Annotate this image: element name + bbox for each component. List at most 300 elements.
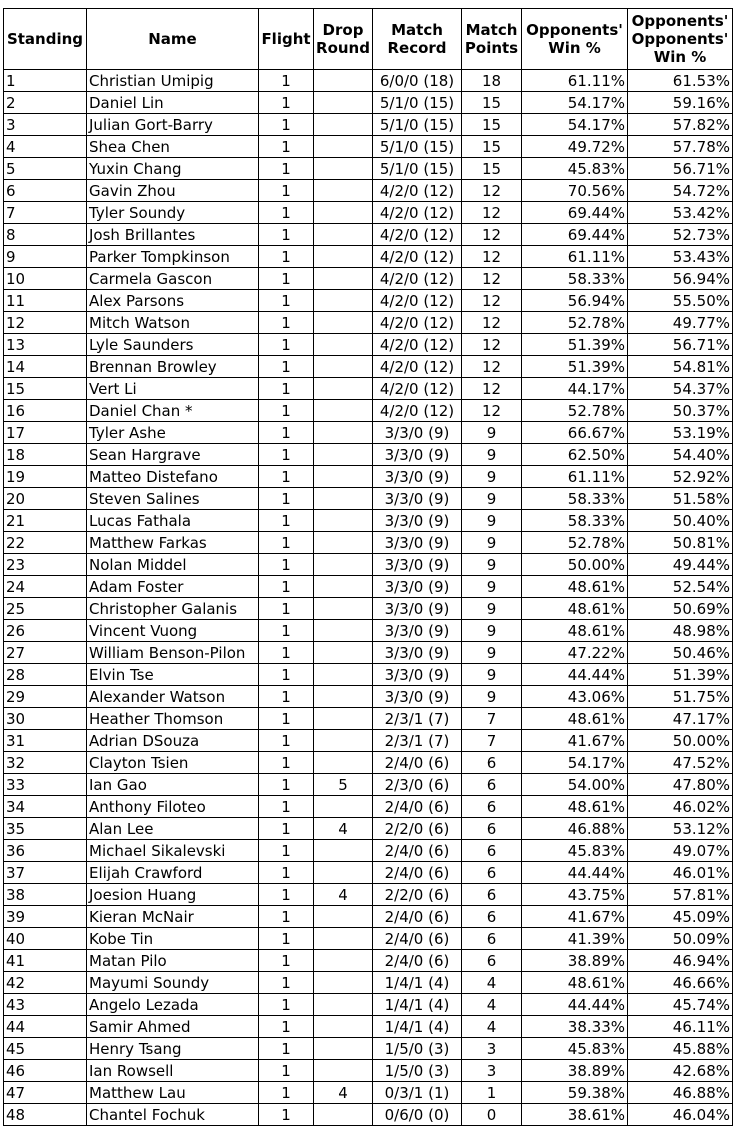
cell-opponents-win: 48.61% [522,708,628,730]
cell-name: Josh Brillantes [87,224,259,246]
cell-drop-round [314,136,373,158]
table-row [4,818,733,840]
cell-opponents-win: 54.17% [522,114,628,136]
cell-opponents-opponents-win: 50.46% [628,642,733,664]
table-row [4,114,733,136]
cell-match-record: 4/2/0 (12) [373,312,462,334]
cell-opponents-opponents-win: 52.54% [628,576,733,598]
cell-name: Vincent Vuong [87,620,259,642]
cell-flight: 1 [259,950,314,972]
cell-opponents-opponents-win: 54.37% [628,378,733,400]
cell-match-record: 2/3/1 (7) [373,708,462,730]
cell-drop-round [314,422,373,444]
cell-opponents-opponents-win: 50.81% [628,532,733,554]
cell-match-points: 6 [462,818,522,840]
cell-match-points: 12 [462,400,522,422]
table-row [4,708,733,730]
table-row [4,444,733,466]
cell-name: Clayton Tsien [87,752,259,774]
cell-flight: 1 [259,444,314,466]
cell-opponents-win: 44.44% [522,994,628,1016]
cell-flight: 1 [259,466,314,488]
cell-name: Tyler Ashe [87,422,259,444]
table-row [4,620,733,642]
cell-opponents-opponents-win: 47.80% [628,774,733,796]
table-row [4,884,733,906]
cell-standing: 48 [4,1104,87,1126]
cell-flight: 1 [259,1016,314,1038]
cell-match-points: 12 [462,356,522,378]
cell-drop-round [314,730,373,752]
cell-opponents-win: 50.00% [522,554,628,576]
cell-flight: 1 [259,510,314,532]
cell-match-points: 7 [462,708,522,730]
table-row [4,752,733,774]
cell-match-record: 2/2/0 (6) [373,884,462,906]
cell-match-record: 4/2/0 (12) [373,290,462,312]
cell-standing: 6 [4,180,87,202]
cell-flight: 1 [259,312,314,334]
header-name: Name [87,9,259,70]
cell-flight: 1 [259,334,314,356]
cell-name: William Benson-Pilon [87,642,259,664]
table-row [4,862,733,884]
cell-name: Heather Thomson [87,708,259,730]
cell-standing: 39 [4,906,87,928]
cell-match-points: 0 [462,1104,522,1126]
cell-opponents-opponents-win: 50.40% [628,510,733,532]
cell-drop-round [314,92,373,114]
cell-match-points: 6 [462,752,522,774]
cell-match-record: 3/3/0 (9) [373,466,462,488]
table-row [4,1104,733,1126]
cell-opponents-opponents-win: 46.66% [628,972,733,994]
cell-opponents-opponents-win: 54.81% [628,356,733,378]
table-row [4,92,733,114]
cell-match-points: 6 [462,884,522,906]
cell-match-points: 6 [462,928,522,950]
cell-match-record: 1/4/1 (4) [373,972,462,994]
cell-opponents-opponents-win: 57.82% [628,114,733,136]
cell-opponents-opponents-win: 47.52% [628,752,733,774]
cell-name: Adrian DSouza [87,730,259,752]
cell-opponents-opponents-win: 52.73% [628,224,733,246]
cell-match-points: 9 [462,554,522,576]
cell-flight: 1 [259,356,314,378]
cell-standing: 27 [4,642,87,664]
cell-standing: 13 [4,334,87,356]
cell-drop-round [314,510,373,532]
cell-opponents-opponents-win: 50.00% [628,730,733,752]
cell-match-points: 6 [462,950,522,972]
cell-standing: 34 [4,796,87,818]
table-row [4,246,733,268]
cell-opponents-opponents-win: 51.39% [628,664,733,686]
cell-flight: 1 [259,246,314,268]
cell-opponents-win: 52.78% [522,532,628,554]
cell-opponents-opponents-win: 55.50% [628,290,733,312]
cell-drop-round [314,246,373,268]
cell-match-record: 2/4/0 (6) [373,752,462,774]
cell-match-points: 9 [462,510,522,532]
cell-drop-round [314,114,373,136]
table-row [4,840,733,862]
cell-opponents-win: 38.33% [522,1016,628,1038]
cell-drop-round: 4 [314,1082,373,1104]
cell-drop-round [314,796,373,818]
cell-opponents-opponents-win: 61.53% [628,70,733,92]
cell-drop-round [314,598,373,620]
cell-standing: 43 [4,994,87,1016]
cell-match-points: 18 [462,70,522,92]
cell-opponents-win: 61.11% [522,466,628,488]
cell-drop-round [314,70,373,92]
cell-standing: 40 [4,928,87,950]
cell-standing: 21 [4,510,87,532]
cell-drop-round [314,290,373,312]
cell-name: Nolan Middel [87,554,259,576]
table-row [4,422,733,444]
cell-opponents-win: 48.61% [522,598,628,620]
cell-opponents-win: 51.39% [522,356,628,378]
cell-flight: 1 [259,840,314,862]
cell-match-record: 2/3/1 (7) [373,730,462,752]
header-opponents-opponents-win: Opponents' Opponents' Win % [628,9,733,70]
cell-opponents-opponents-win: 59.16% [628,92,733,114]
cell-opponents-opponents-win: 45.88% [628,1038,733,1060]
cell-flight: 1 [259,994,314,1016]
cell-flight: 1 [259,1082,314,1104]
cell-opponents-win: 69.44% [522,224,628,246]
cell-name: Anthony Filoteo [87,796,259,818]
table-row [4,158,733,180]
cell-standing: 4 [4,136,87,158]
cell-flight: 1 [259,136,314,158]
cell-drop-round [314,686,373,708]
cell-flight: 1 [259,70,314,92]
cell-opponents-win: 48.61% [522,620,628,642]
cell-flight: 1 [259,532,314,554]
cell-match-record: 2/4/0 (6) [373,950,462,972]
cell-opponents-win: 47.22% [522,642,628,664]
cell-flight: 1 [259,158,314,180]
cell-opponents-opponents-win: 51.75% [628,686,733,708]
cell-opponents-win: 38.89% [522,1060,628,1082]
table-row [4,224,733,246]
table-row [4,268,733,290]
cell-match-points: 12 [462,224,522,246]
cell-standing: 8 [4,224,87,246]
cell-match-record: 6/0/0 (18) [373,70,462,92]
cell-standing: 45 [4,1038,87,1060]
cell-opponents-win: 61.11% [522,70,628,92]
cell-match-record: 5/1/0 (15) [373,114,462,136]
cell-match-record: 2/4/0 (6) [373,840,462,862]
table-row [4,774,733,796]
cell-opponents-win: 59.38% [522,1082,628,1104]
cell-opponents-opponents-win: 50.37% [628,400,733,422]
cell-name: Matthew Lau [87,1082,259,1104]
cell-match-record: 4/2/0 (12) [373,224,462,246]
cell-standing: 38 [4,884,87,906]
table-row [4,928,733,950]
cell-opponents-opponents-win: 49.07% [628,840,733,862]
cell-match-points: 12 [462,290,522,312]
cell-drop-round [314,576,373,598]
cell-name: Yuxin Chang [87,158,259,180]
cell-flight: 1 [259,92,314,114]
cell-match-record: 2/2/0 (6) [373,818,462,840]
cell-drop-round [314,620,373,642]
cell-name: Daniel Lin [87,92,259,114]
cell-opponents-win: 43.06% [522,686,628,708]
cell-match-record: 2/3/0 (6) [373,774,462,796]
cell-match-record: 1/4/1 (4) [373,994,462,1016]
cell-drop-round [314,1038,373,1060]
cell-opponents-win: 45.83% [522,158,628,180]
cell-name: Daniel Chan * [87,400,259,422]
cell-opponents-win: 48.61% [522,576,628,598]
cell-match-points: 12 [462,246,522,268]
cell-name: Angelo Lezada [87,994,259,1016]
cell-match-record: 3/3/0 (9) [373,510,462,532]
cell-drop-round [314,466,373,488]
cell-flight: 1 [259,554,314,576]
cell-match-record: 1/5/0 (3) [373,1038,462,1060]
cell-standing: 42 [4,972,87,994]
table-row [4,180,733,202]
cell-opponents-opponents-win: 50.09% [628,928,733,950]
cell-drop-round [314,180,373,202]
cell-drop-round [314,268,373,290]
cell-match-points: 12 [462,312,522,334]
cell-match-record: 4/2/0 (12) [373,400,462,422]
cell-opponents-opponents-win: 46.94% [628,950,733,972]
cell-match-points: 9 [462,664,522,686]
cell-flight: 1 [259,488,314,510]
cell-match-points: 12 [462,202,522,224]
cell-drop-round [314,444,373,466]
cell-name: Samir Ahmed [87,1016,259,1038]
cell-flight: 1 [259,664,314,686]
cell-standing: 1 [4,70,87,92]
cell-name: Mayumi Soundy [87,972,259,994]
cell-standing: 31 [4,730,87,752]
cell-flight: 1 [259,884,314,906]
cell-standing: 14 [4,356,87,378]
cell-match-record: 4/2/0 (12) [373,334,462,356]
cell-match-points: 9 [462,488,522,510]
cell-standing: 23 [4,554,87,576]
table-row [4,290,733,312]
cell-match-points: 3 [462,1038,522,1060]
cell-name: Henry Tsang [87,1038,259,1060]
cell-match-points: 12 [462,378,522,400]
cell-flight: 1 [259,862,314,884]
cell-match-record: 4/2/0 (12) [373,268,462,290]
cell-flight: 1 [259,818,314,840]
cell-drop-round [314,642,373,664]
cell-standing: 41 [4,950,87,972]
cell-standing: 32 [4,752,87,774]
table-row [4,400,733,422]
cell-name: Alexander Watson [87,686,259,708]
cell-match-points: 9 [462,620,522,642]
cell-standing: 7 [4,202,87,224]
cell-flight: 1 [259,796,314,818]
cell-opponents-win: 41.67% [522,906,628,928]
cell-standing: 22 [4,532,87,554]
cell-opponents-opponents-win: 46.02% [628,796,733,818]
table-row [4,686,733,708]
cell-opponents-opponents-win: 53.43% [628,246,733,268]
cell-opponents-win: 43.75% [522,884,628,906]
cell-opponents-opponents-win: 52.92% [628,466,733,488]
cell-drop-round [314,972,373,994]
table-row [4,356,733,378]
cell-flight: 1 [259,202,314,224]
cell-match-record: 5/1/0 (15) [373,136,462,158]
cell-match-points: 3 [462,1060,522,1082]
table-row [4,1038,733,1060]
cell-opponents-win: 58.33% [522,268,628,290]
cell-drop-round [314,994,373,1016]
table-row [4,598,733,620]
cell-match-points: 9 [462,686,522,708]
cell-opponents-opponents-win: 46.88% [628,1082,733,1104]
cell-match-points: 9 [462,466,522,488]
cell-name: Chantel Fochuk [87,1104,259,1126]
cell-opponents-win: 41.67% [522,730,628,752]
cell-match-record: 3/3/0 (9) [373,620,462,642]
cell-standing: 26 [4,620,87,642]
cell-match-points: 6 [462,774,522,796]
cell-match-points: 7 [462,730,522,752]
cell-opponents-opponents-win: 57.81% [628,884,733,906]
cell-flight: 1 [259,906,314,928]
cell-match-points: 9 [462,598,522,620]
cell-standing: 19 [4,466,87,488]
cell-flight: 1 [259,378,314,400]
cell-match-points: 12 [462,180,522,202]
cell-opponents-opponents-win: 46.11% [628,1016,733,1038]
cell-opponents-opponents-win: 53.12% [628,818,733,840]
cell-opponents-win: 54.17% [522,752,628,774]
cell-name: Matthew Farkas [87,532,259,554]
cell-match-record: 2/4/0 (6) [373,796,462,818]
cell-match-points: 1 [462,1082,522,1104]
cell-opponents-opponents-win: 49.44% [628,554,733,576]
header-row [4,9,733,70]
cell-match-record: 1/4/1 (4) [373,1016,462,1038]
cell-name: Sean Hargrave [87,444,259,466]
cell-name: Ian Rowsell [87,1060,259,1082]
cell-opponents-win: 70.56% [522,180,628,202]
cell-drop-round: 4 [314,818,373,840]
cell-name: Christopher Galanis [87,598,259,620]
table-row [4,466,733,488]
table-row [4,1060,733,1082]
cell-flight: 1 [259,1104,314,1126]
cell-standing: 36 [4,840,87,862]
cell-match-record: 2/4/0 (6) [373,906,462,928]
cell-match-record: 4/2/0 (12) [373,202,462,224]
cell-name: Mitch Watson [87,312,259,334]
cell-opponents-opponents-win: 54.72% [628,180,733,202]
cell-match-record: 3/3/0 (9) [373,664,462,686]
cell-match-record: 4/2/0 (12) [373,180,462,202]
table-row [4,1016,733,1038]
cell-match-record: 4/2/0 (12) [373,378,462,400]
table-row [4,554,733,576]
cell-match-record: 2/4/0 (6) [373,928,462,950]
cell-drop-round [314,1104,373,1126]
cell-match-record: 3/3/0 (9) [373,686,462,708]
cell-match-record: 1/5/0 (3) [373,1060,462,1082]
header-match-points: Match Points [462,9,522,70]
cell-opponents-win: 48.61% [522,796,628,818]
cell-match-points: 9 [462,422,522,444]
header-drop-round: Drop Round [314,9,373,70]
table-body [4,70,733,1126]
cell-match-points: 6 [462,796,522,818]
table-row [4,202,733,224]
cell-match-points: 15 [462,114,522,136]
table-row [4,70,733,92]
cell-name: Matteo Distefano [87,466,259,488]
cell-drop-round [314,928,373,950]
cell-drop-round [314,708,373,730]
cell-opponents-opponents-win: 48.98% [628,620,733,642]
cell-flight: 1 [259,268,314,290]
cell-match-points: 15 [462,158,522,180]
cell-standing: 46 [4,1060,87,1082]
cell-opponents-win: 46.88% [522,818,628,840]
cell-match-record: 3/3/0 (9) [373,444,462,466]
cell-flight: 1 [259,114,314,136]
cell-standing: 5 [4,158,87,180]
cell-match-record: 3/3/0 (9) [373,576,462,598]
cell-opponents-win: 52.78% [522,400,628,422]
cell-flight: 1 [259,180,314,202]
cell-match-record: 5/1/0 (15) [373,92,462,114]
table-row [4,642,733,664]
cell-drop-round [314,1060,373,1082]
cell-match-record: 4/2/0 (12) [373,356,462,378]
cell-name: Steven Salines [87,488,259,510]
cell-opponents-win: 61.11% [522,246,628,268]
cell-match-record: 3/3/0 (9) [373,532,462,554]
cell-flight: 1 [259,422,314,444]
cell-match-record: 3/3/0 (9) [373,554,462,576]
cell-match-points: 9 [462,576,522,598]
cell-drop-round [314,554,373,576]
cell-drop-round [314,906,373,928]
cell-drop-round [314,840,373,862]
cell-opponents-opponents-win: 45.74% [628,994,733,1016]
cell-drop-round [314,356,373,378]
cell-standing: 37 [4,862,87,884]
cell-opponents-win: 66.67% [522,422,628,444]
cell-opponents-win: 54.00% [522,774,628,796]
table-row [4,378,733,400]
cell-opponents-win: 56.94% [522,290,628,312]
cell-opponents-win: 44.17% [522,378,628,400]
cell-opponents-opponents-win: 42.68% [628,1060,733,1082]
table-row [4,1082,733,1104]
cell-match-record: 3/3/0 (9) [373,488,462,510]
cell-drop-round [314,400,373,422]
